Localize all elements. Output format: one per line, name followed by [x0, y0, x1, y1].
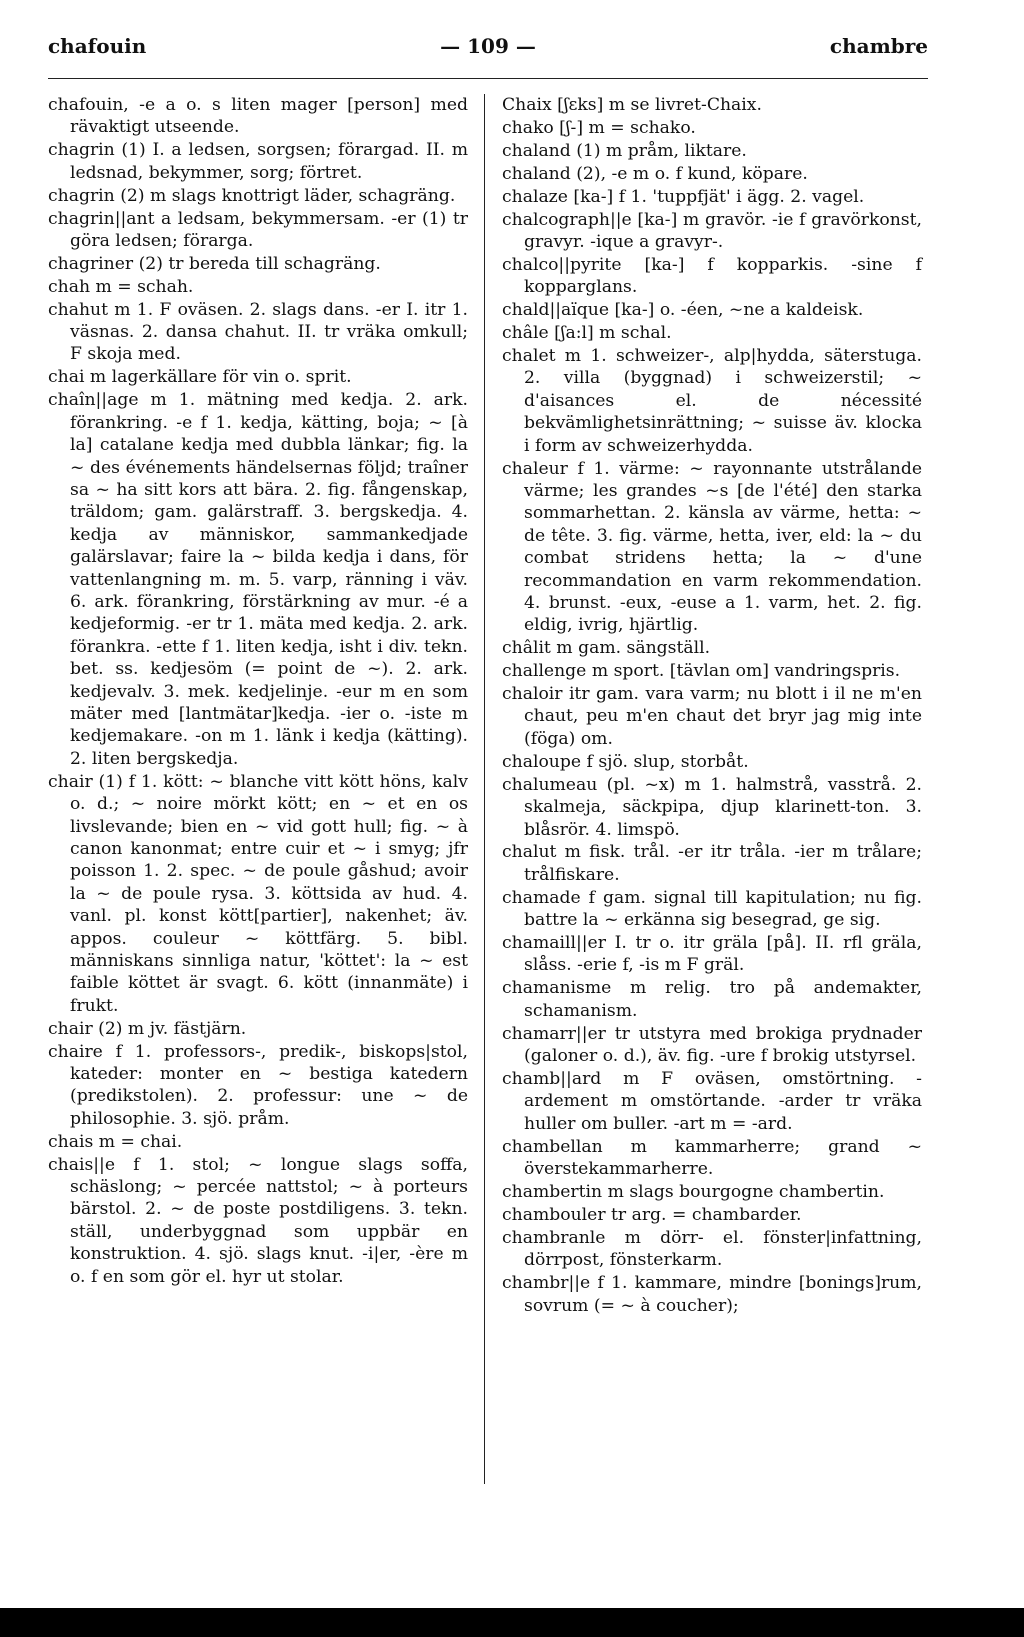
entry-chahut: chahut m 1. F oväsen. 2. slags dans. -er I. itr 1. väsnas. 2. dansa chahut. II. tr vräka omkull; F skoja med. [48, 299, 468, 365]
header-rule [48, 78, 928, 79]
entry-chaland-2: chaland (2), -e m o. f kund, köpare. [502, 163, 808, 184]
entry-chalaze: chalaze [ka-] f 1. 'tuppfjät' i ägg. 2. vagel. [502, 186, 865, 207]
entry-chafouin: chafouin, -e a o. s liten mager [person] med rävaktigt utseende. [48, 95, 468, 138]
entry-chambouler: chambouler tr arg. = chambarder. [502, 1204, 802, 1225]
entry-chamailler: chamaill||er I. tr o. itr gräla [på]. II. rfl gräla, slåss. -erie f, -is m F gräl. [502, 933, 922, 976]
scan-bottom-bar [0, 1608, 1024, 1637]
entry-chamanisme: chamanisme m relig. tro på andemakter, schamanism. [502, 978, 922, 1021]
entry-chambranle: chambranle m dörr- el. fönster|infattning, dörrpost, fönsterkarm. [502, 1227, 922, 1271]
entry-chah: chah m = schah. [48, 276, 194, 297]
page-number: — 109 — [440, 34, 536, 58]
entry-chalumeau: chalumeau (pl. ~x) m 1. halmstrå, vasstrå. 2. skalmeja, säckpipa, djup klarinett-ton. 3. blåsrör. 4. limspö. [502, 774, 922, 840]
entry-challenge: challenge m sport. [tävlan om] vandringspris. [502, 661, 901, 682]
header-left-word: chafouin [48, 34, 147, 58]
entry-chagrin-2: chagrin (2) m slags knottrigt läder, schagräng. [48, 185, 456, 206]
entry-chaloupe: chaloupe f sjö. slup, storbåt. [502, 751, 749, 772]
entry-chaix: Chaix [ʃɛks] m se livret-Chaix. [502, 95, 762, 115]
entry-chaland-1: chaland (1) m pråm, liktare. [502, 140, 747, 161]
entry-chambard: chamb||ard m F oväsen, omstörtning. -ardement m omstörtande. -arder tr vräka huller om buller. -art m = -ard. [502, 1068, 922, 1134]
entry-chainage: chaîn||age m 1. mätning med kedja. 2. ark. förankring. -e f 1. kedja, kätting, boja; ~ [à la] catalane kedja med dubbla länkar; fig. la ~ des événements händelsernas följd; traîner sa ~ ha sitt kors att bära. 2. fig. fångenskap, träldom; gam. galärstraff. 3. bergskedja. 4. kedja av människor, sammankedjade galärslavar; faire la ~ bilda kedja i dans, för vattenlangning m. m. 5. varp, ränning i väv. 6. ark. förankring, förstärkning av mur. -é a kedjeformig. -er tr 1. mäta med kedja. 2. ark. förankra. -ette f 1. liten kedja, isht i div. tekn. bet. ss. kedjesöm (= point de ~). 2. ark. kedjevalv. 3. mek. kedjelinje. -eur m en som mäter med [lantmätar]kedja. -ier o. -iste m kedjemakare. -on m 1. länk i kedja (kätting). 2. liten bergskedja. [48, 390, 468, 769]
column-divider [484, 94, 485, 1484]
entry-chai: chai m lagerkällare för vin o. sprit. [48, 367, 352, 388]
entry-chair-1: chair (1) f 1. kött: ~ blanche vitt kött höns, kalv o. d.; ~ noire mörkt kött; en ~ et en os livslevande; bien en ~ vid gott hull; fig. ~ à canon kanonmat; entre cuir et ~ i smyg; jfr poisson 1. 2. spec. ~ de poule gåshud; avoir la ~ de poule rysa. 3. köttsida av hud. 4. vanl. pl. konst kött[partier], nakenhet; äv. appos. couleur ~ köttfärg. 5. bibl. människans sinnliga natur, 'köttet': la ~ est faible köttet är svagt. 6. kött (innanmäte) i frukt. [48, 771, 468, 1016]
entry-chako: chako [ʃ-] m = schako. [502, 117, 696, 138]
right-column [502, 94, 922, 1317]
entry-chambellan: chambellan m kammarherre; grand ~ överstekammarherre. [502, 1136, 922, 1180]
entry-chaleur: chaleur f 1. värme: ~ rayonnante utstrålande värme; les grandes ~s [de l'été] den starka sommarhettan. 2. känsla av värme, hetta: ~ de tête. 3. fig. värme, hetta, iver, eld: la ~ du combat stridens hetta; la ~ d'une recommandation en varm rekommendation. 4. brunst. -eux, -euse a 1. varm, het. 2. fig. eldig, ivrig, hjärtlig. [502, 458, 922, 636]
entry-chalit: châlit m gam. sängställ. [502, 638, 711, 659]
entry-chamarrer: chamarr||er tr utstyra med brokiga prydnader (galoner o. d.), äv. fig. -ure f brokig utstyrsel. [502, 1023, 922, 1067]
entry-chais: chais m = chai. [48, 1131, 183, 1152]
entry-chagrinant: chagrin||ant a ledsam, bekymmersam. -er (1) tr göra ledsen; förarga. [48, 208, 468, 251]
entry-chalut: chalut m fisk. trål. -er itr tråla. -ier m trålare; trålfiskare. [502, 842, 922, 885]
entry-chaloir: chaloir itr gam. vara varm; nu blott i il ne m'en chaut, peu m'en chaut det bryr jag mig inte (föga) om. [502, 684, 922, 749]
entry-chale: châle [ʃa:l] m schal. [502, 323, 672, 344]
entry-chaire: chaire f 1. professors-, predik-, biskops|stol, kateder: monter en ~ bestiga katedern (predikstolen). 2. professur: une ~ de philosophie. 3. sjö. pråm. [48, 1041, 468, 1129]
header-right-word: chambre [829, 34, 928, 58]
entry-chalcopyrite: chalco||pyrite [ka-] f kopparkis. -sine f kopparglans. [502, 254, 922, 298]
entry-chambre: chambr||e f 1. kammare, mindre [bonings]rum, sovrum (= ~ à coucher); [502, 1273, 922, 1316]
entry-chalcographe: chalcograph||e [ka-] m gravör. -ie f gravörkonst, gravyr. -ique a gravyr-. [502, 209, 922, 252]
entry-chagrin-1: chagrin (1) I. a ledsen, sorgsen; förargad. II. m ledsnad, bekymmer, sorg; förtret. [48, 140, 468, 183]
entry-chamade: chamade f gam. signal till kapitulation; nu fig. battre la ~ erkänna sig besegrad, ge sig. [502, 887, 922, 931]
entry-chambertin: chambertin m slags bourgogne chambertin. [502, 1182, 885, 1202]
entry-chalet: chalet m 1. schweizer-, alp|hydda, säterstuga. 2. villa (byggnad) i schweizerstil; ~ d'aisances el. de nécessité bekvämlighetsinrättning; ~ suisse äv. klocka i form av schweizerhydda. [502, 345, 922, 456]
entry-chair-2: chair (2) m jv. fästjärn. [48, 1018, 247, 1039]
entry-chagriner: chagriner (2) tr bereda till schagräng. [48, 253, 381, 274]
entry-chaise: chais||e f 1. stol; ~ longue slags soffa, schäslong; ~ percée nattstol; ~ à porteurs bärstol. 2. ~ de poste postdiligens. 3. tekn. ställ, underbyggnad som uppbär en konstruktion. 4. sjö. slags knut. -i|er, -ère m o. f en som gör el. hyr ut stolar. [48, 1154, 468, 1287]
page-header [48, 34, 928, 64]
entry-chaldaique: chald||aïque [ka-] o. -éen, ~ne a kaldeisk. [502, 300, 864, 321]
left-column [48, 94, 468, 1289]
